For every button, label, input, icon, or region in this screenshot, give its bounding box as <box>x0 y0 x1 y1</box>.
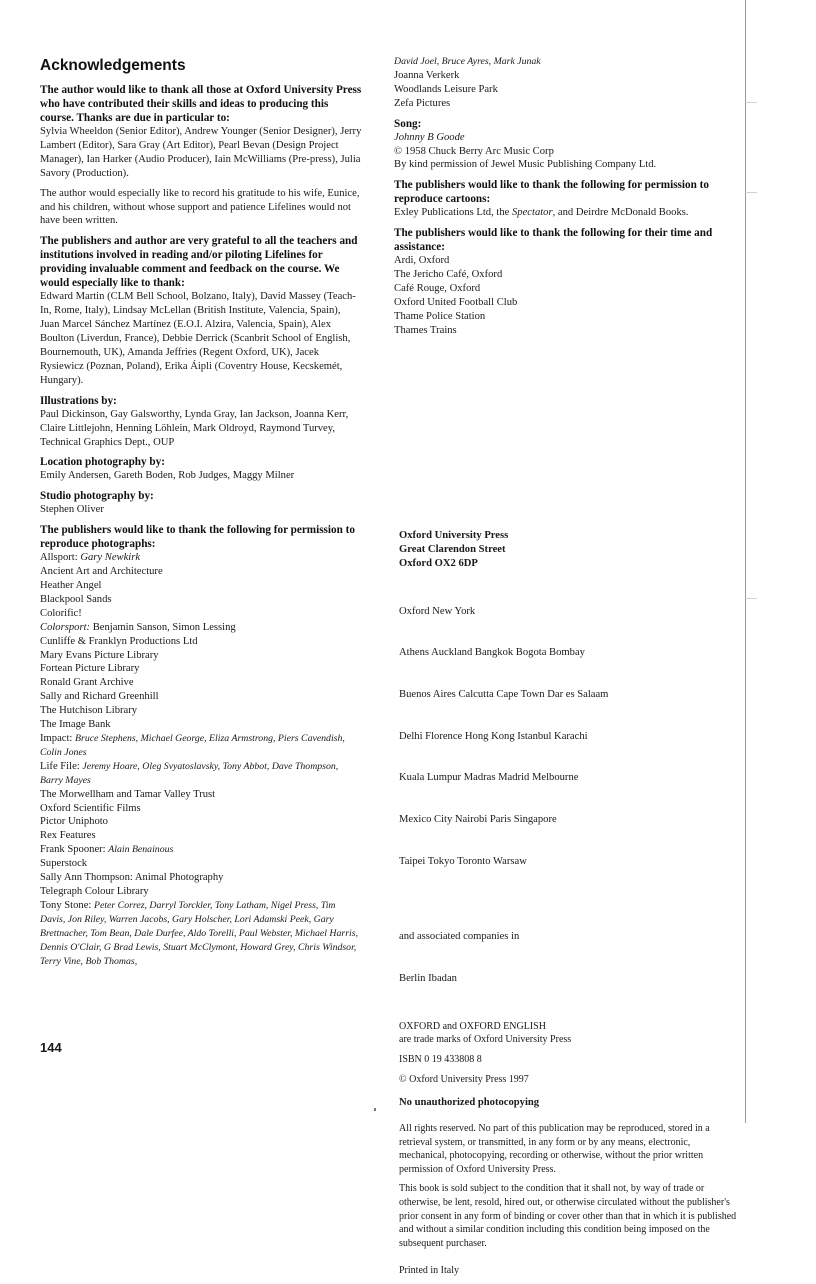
page-mark <box>374 1108 376 1111</box>
photo-credit-item <box>40 690 362 704</box>
photo-credit-item <box>40 635 362 649</box>
imprint <box>399 529 739 1284</box>
assistance-item: Ardi, Oxford <box>394 255 450 267</box>
photo-credit-item <box>40 760 362 788</box>
photo-credit-item <box>40 788 362 802</box>
credit-source: Superstock <box>40 858 88 870</box>
credit-source: Joanna Verkerk <box>394 69 460 81</box>
photo-credit-item <box>40 649 362 663</box>
assistance-item: Thames Trains <box>394 324 457 336</box>
cartoons-section <box>394 178 716 220</box>
credit-source: Life File: <box>40 760 83 772</box>
credit-source: The Image Bank <box>40 719 111 731</box>
credit-source: Telegraph Colour Library <box>40 885 149 897</box>
photos-heading: The publishers would like to thank the following for permission to reproduce photographs: <box>40 524 355 551</box>
photo-credit-item <box>40 704 362 718</box>
photo-credit-item <box>40 593 362 607</box>
studio-section <box>40 489 362 517</box>
photo-credit-list <box>40 551 362 968</box>
song-heading: Song: <box>394 117 422 130</box>
credit-source: Heather Angel <box>40 580 102 592</box>
assistance-item: Thame Police Station <box>394 310 486 322</box>
associated-line: Berlin Ibadan <box>399 973 457 985</box>
teachers-section <box>40 234 362 387</box>
credit-names: Benjamin Sanson, Simon Lessing <box>92 621 236 633</box>
family-text: The author would especially like to record his gratitude to his wife, Eunice, and his children, without whose support and patience Lifelines would not have been written. <box>40 187 360 227</box>
credit-source: Fortean Picture Library <box>40 663 140 675</box>
location-section <box>40 455 362 483</box>
song-title: Johnny B Goode <box>394 131 465 143</box>
page-title: Acknowledgements <box>40 57 186 74</box>
credit-source: Tony Stone: <box>40 899 94 911</box>
margin-tick <box>745 192 757 193</box>
credit-source: Cunliffe & Franklyn Productions Ltd <box>40 635 198 647</box>
associated-companies <box>399 903 739 1014</box>
credit-names: Peter Correz, Darryl Torckler, Tony Latham, Nigel Press, Tim Davis, Jon Riley, Warren Jacobs, Gary Holscher, Lori Adamski Peek, Gary Brettnacher, Tom Bean, Dale Durfee, Aldo Torelli, Paul Webster, Michael Harris, Dennis O'Clair, G Brad Lewis, Stuart McClymont, Howard Grey, Chris Windsor, Terry Vine, Bob Thomas, <box>40 899 359 967</box>
credit-source: Oxford Scientific Films <box>40 802 141 814</box>
cartoons-text: Exley Publications Ltd, the <box>394 207 512 219</box>
credit-source: Woodlands Leisure Park <box>394 83 498 95</box>
credit-source: Colorsport: <box>40 621 93 633</box>
assistance-section <box>394 226 716 337</box>
photo-credit-item <box>40 676 362 690</box>
photo-credit-item <box>40 621 362 635</box>
photo-credit-item <box>40 662 362 676</box>
page-number: 144 <box>40 1040 62 1055</box>
illustrations-section <box>40 394 362 450</box>
city-line: Oxford New York <box>399 605 476 617</box>
intro-body: Sylvia Wheeldon (Senior Editor), Andrew Younger (Senior Designer), Jerry Lambert (Editor), Sara Gray (Art Editor), Pearl Bevan (Design Project Manager), Ian Harker (Audio Producer), Iain McWilliams (Pre-press), Julia Savory (Production). <box>40 126 362 179</box>
song-section <box>394 117 716 173</box>
credit-source: Frank Spooner: <box>40 844 109 856</box>
credit-source: Pictor Uniphoto <box>40 816 108 828</box>
credit-source: Mary Evans Picture Library <box>40 649 159 661</box>
photo-credit-item <box>40 579 362 593</box>
photo-credit-item <box>40 607 362 621</box>
printed-in: Printed in Italy <box>399 1265 459 1277</box>
city-line: Taipei Tokyo Toronto Warsaw <box>399 855 527 867</box>
city-line: Kuala Lumpur Madras Madrid Melbourne <box>399 772 579 784</box>
address-line: Oxford University Press <box>399 530 509 541</box>
right-column <box>394 55 716 344</box>
credit-source: Zefa Pictures <box>394 97 451 109</box>
publisher-address <box>399 529 739 571</box>
illustrations-body: Paul Dickinson, Gay Galsworthy, Lynda Gray, Ian Jackson, Joanna Kerr, Claire Littlejohn, Henning Löhlein, Mark Oldroyd, Raymond Turvey, Technical Graphics Dept., OUP <box>40 408 349 448</box>
assistance-heading: The publishers would like to thank the following for their time and assistance: <box>394 227 713 254</box>
trademark-notice <box>399 1020 739 1047</box>
credit-names: Gary Newkirk <box>80 552 141 564</box>
margin-rule <box>745 0 746 1123</box>
credit-source: Ronald Grant Archive <box>40 677 134 689</box>
photo-credit-item <box>40 857 362 871</box>
cartoons-heading: The publishers would like to thank the following for permission to reproduce cartoons: <box>394 179 709 206</box>
studio-body: Stephen Oliver <box>40 504 104 516</box>
credit-names: Bruce Stephens, Michael George, Eliza Armstrong, Piers Cavendish, Colin Jones <box>40 733 345 758</box>
margin-tick <box>745 598 757 599</box>
credit-names: David Joel, Bruce Ayres, Mark Junak <box>394 56 541 67</box>
illustrations-heading: Illustrations by: <box>40 394 117 407</box>
credit-source: Sally and Richard Greenhill <box>40 691 159 703</box>
left-column <box>40 56 362 974</box>
photo-credit-item <box>40 718 362 732</box>
photo-credit-item <box>394 55 716 69</box>
associated-line: and associated companies in <box>399 931 520 943</box>
family-section <box>40 187 362 229</box>
credit-source: Sally Ann Thompson: Animal Photography <box>40 872 224 884</box>
assistance-item: Oxford United Football Club <box>394 296 518 308</box>
credit-names: Alain Benainous <box>108 844 174 856</box>
photo-credit-item <box>394 69 716 83</box>
credit-source: Impact: <box>40 733 76 744</box>
teachers-heading: The publishers and author are very grateful to all the teachers and institutions involved in reading and/or piloting Lifelines for providing invaluable comment and feedback on the course. We would especially like to thank: <box>40 235 358 290</box>
song-permission: By kind permission of Jewel Music Publishing Company Ltd. <box>394 159 657 171</box>
copyright-notice: © Oxford University Press 1997 <box>399 1073 529 1085</box>
credit-source: Blackpool Sands <box>40 593 112 605</box>
location-heading: Location photography by: <box>40 456 165 469</box>
credit-source: Allsport: <box>40 552 81 564</box>
photo-credit-item <box>40 732 362 760</box>
photo-credit-item <box>394 97 716 111</box>
photos-section <box>40 523 362 968</box>
intro-heading: The author would like to thank all those at Oxford University Press who have contributed their skills and ideas to producing this course. Thanks are due in particular to: <box>40 84 362 124</box>
margin-tick <box>745 102 757 103</box>
location-body: Emily Andersen, Gareth Boden, Rob Judges, Maggy Milner <box>40 470 295 482</box>
city-line: Buenos Aires Calcutta Cape Town Dar es Salaam <box>399 688 609 700</box>
studio-heading: Studio photography by: <box>40 490 154 503</box>
cartoons-body <box>394 206 716 220</box>
credit-source: Ancient Art and Architecture <box>40 566 163 578</box>
assistance-item: The Jericho Café, Oxford <box>394 269 503 281</box>
condition-notice: This book is sold subject to the condition that it shall not, by way of trade or otherwise, be lent, resold, hired out, or otherwise circulated without the publisher's prior consent in any form of binding or cover other than that in which it is published and without a similar condition including this condition being imposed on the subsequent purchaser. <box>399 1183 737 1249</box>
credit-source: The Morwellham and Tamar Valley Trust <box>40 788 216 800</box>
city-line: Delhi Florence Hong Kong Istanbul Karachi <box>399 730 588 742</box>
no-photocopying-notice: No unauthorized photocopying <box>399 1097 540 1109</box>
photo-credit-item <box>40 565 362 579</box>
photo-credit-item <box>40 815 362 829</box>
credit-source: Colorific! <box>40 607 82 619</box>
photo-credit-item <box>40 885 362 899</box>
photo-credit-item <box>40 871 362 885</box>
teachers-body: Edward Martin (CLM Bell School, Bolzano, Italy), David Massey (Teach-In, Rome, Italy), Lindsay McLellan (British Institute, Valencia, Spain), Juan Marcel Sánchez Martínez (E.O.I. Alzira, Valencia, Spain), Alex Boulton (Liverdun, France), Debbie Derrick (Scanbrit School of English, Bournemouth, UK), Amanda Jeffries (Regent Oxford, UK), Jacek Rysiewicz (Poznan, Poland), Erika Áipli (Coventry House, Kecskemét, Hungary). <box>40 291 356 386</box>
cartoons-text-end: , and Deirdre McDonald Books. <box>552 207 689 219</box>
photo-credit-list-continued <box>394 55 716 111</box>
photo-credit-item <box>40 802 362 816</box>
trademark-line: OXFORD and OXFORD ENGLISH <box>399 1020 546 1032</box>
photo-credit-item <box>40 843 362 857</box>
assistance-item: Café Rouge, Oxford <box>394 283 481 295</box>
photo-credit-item <box>40 899 362 969</box>
city-line: Mexico City Nairobi Paris Singapore <box>399 814 557 826</box>
photo-credit-item <box>40 829 362 843</box>
isbn: ISBN 0 19 433808 8 <box>399 1054 482 1065</box>
intro-section <box>40 83 362 181</box>
address-line: Oxford OX2 6DP <box>399 557 478 569</box>
trademark-line: are trade marks of Oxford University Press <box>399 1034 572 1046</box>
photo-credit-item <box>394 83 716 97</box>
spectator-title: Spectator <box>512 207 553 219</box>
credit-source: Rex Features <box>40 830 96 842</box>
credit-source: The Hutchison Library <box>40 705 138 717</box>
song-copyright: © 1958 Chuck Berry Arc Music Corp <box>394 145 554 157</box>
address-line: Great Clarendon Street <box>399 543 506 555</box>
city-list <box>399 577 739 897</box>
rights-notice: All rights reserved. No part of this publication may be reproduced, stored in a retrieval system, or transmitted, in any form or by any means, electronic, mechanical, photocopying, recording or otherwise, without the prior written permission of Oxford University Press. <box>399 1123 710 1175</box>
city-line: Athens Auckland Bangkok Bogota Bombay <box>399 647 585 659</box>
photo-credit-item <box>40 551 362 565</box>
credit-names: Jeremy Hoare, Oleg Svyatoslavsky, Tony Abbot, Dave Thompson, Barry Mayes <box>40 760 339 786</box>
